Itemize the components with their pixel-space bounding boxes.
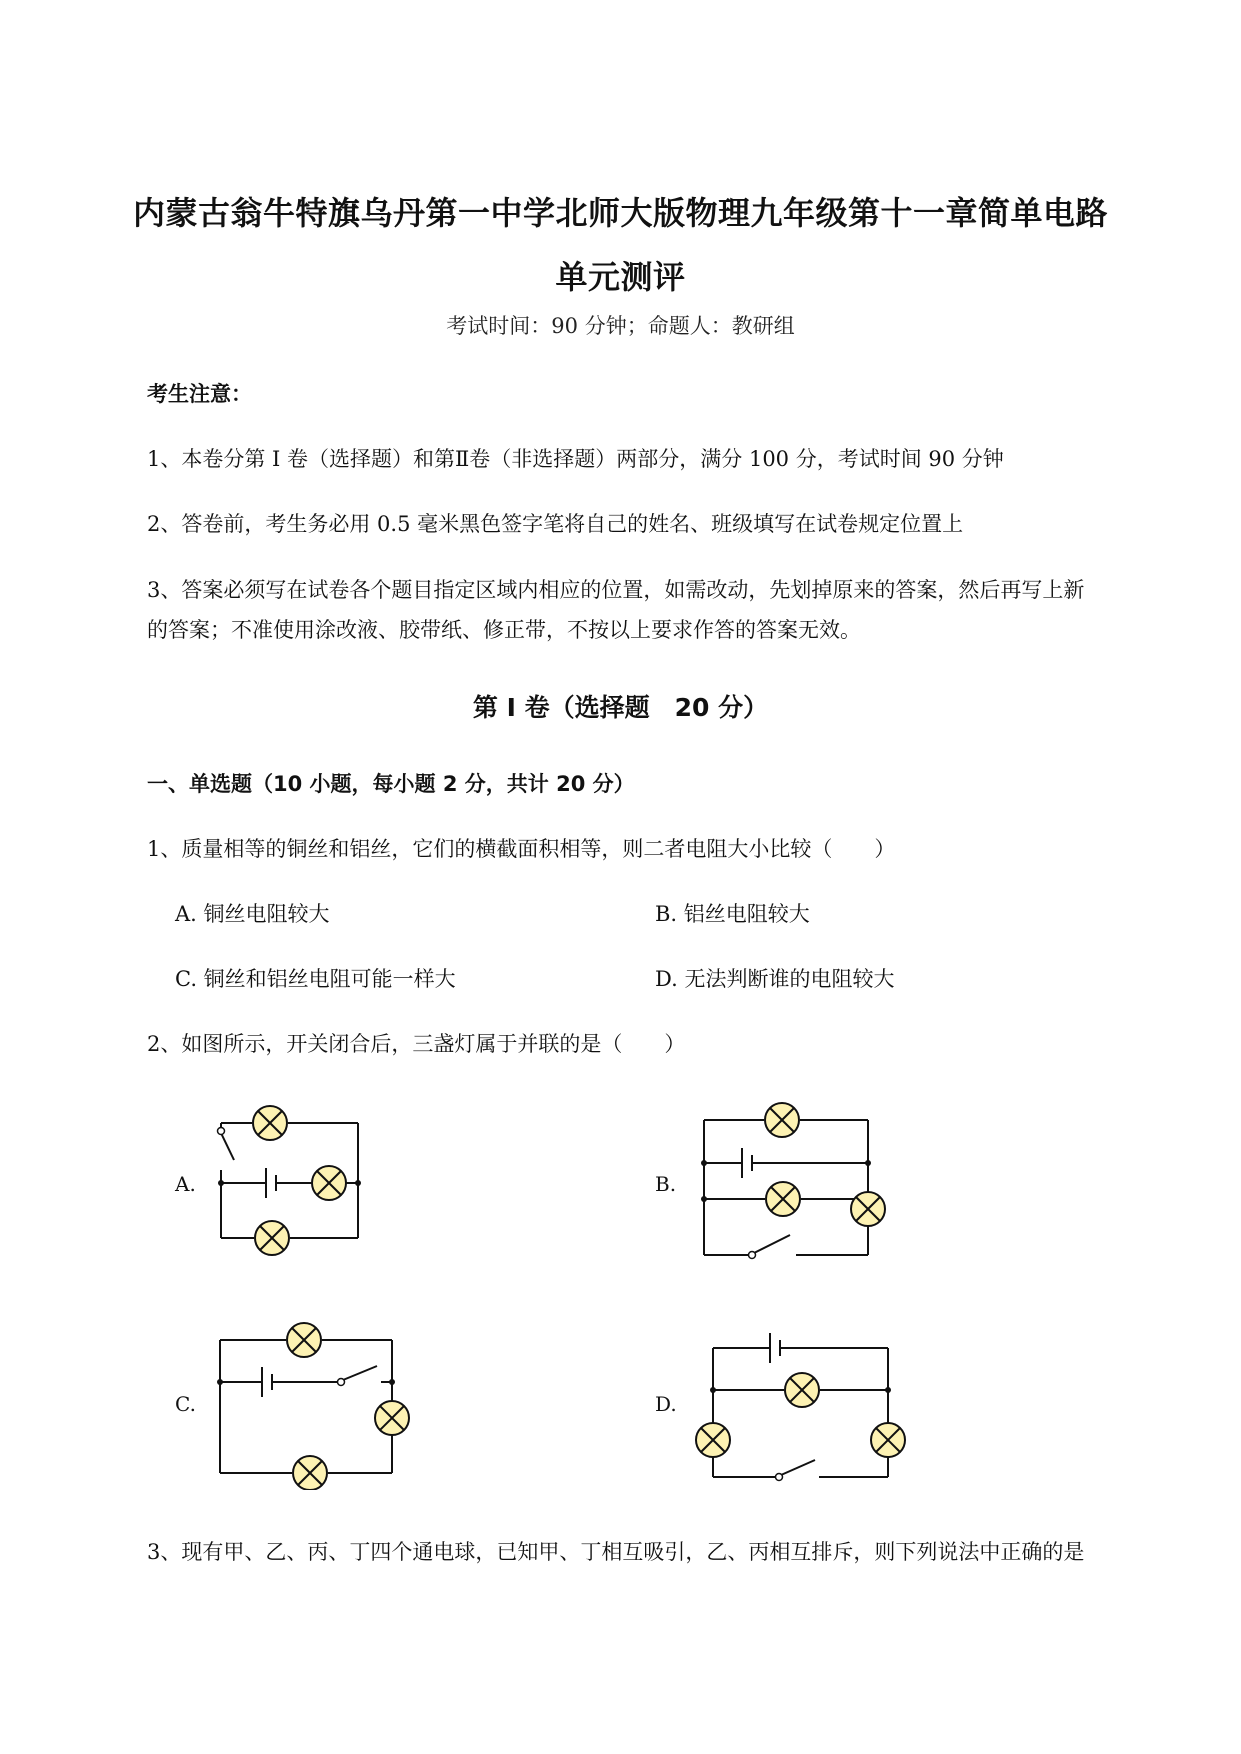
part-heading: 一、单选题（10 小题，每小题 2 分，共计 20 分） <box>147 772 635 796</box>
lamp-icon <box>766 1182 800 1216</box>
q1-option-d[interactable]: D. 无法判断谁的电阻较大 <box>655 967 895 991</box>
section-title: 第 I 卷（选择题 20 分） <box>472 693 769 722</box>
question-3-stem: 3、现有甲、乙、丙、丁四个通电球，已知甲、丁相互吸引，乙、丙相互排斥，则下列说法中正确的是 <box>147 1540 1085 1564</box>
circuit-diagram-d <box>695 1315 920 1490</box>
lamp-icon <box>253 1106 287 1140</box>
lamp-icon <box>765 1103 799 1137</box>
lamp-icon <box>375 1401 409 1435</box>
notice-item-1: 1、本卷分第 I 卷（选择题）和第Ⅱ卷（非选择题）两部分，满分 100 分，考试时间 90 分钟 <box>147 447 1004 471</box>
lamp-icon <box>312 1166 346 1200</box>
lamp-icon <box>293 1456 327 1490</box>
lamp-icon <box>785 1373 819 1407</box>
question-1-stem: 1、质量相等的铜丝和铝丝，它们的横截面积相等，则二者电阻大小比较（ ） <box>147 837 896 861</box>
q1-option-b[interactable]: B. 铝丝电阻较大 <box>655 902 810 926</box>
q1-option-a[interactable]: A. 铜丝电阻较大 <box>175 902 330 926</box>
notice-heading: 考生注意： <box>147 382 252 406</box>
q2-label-d[interactable]: D. <box>655 1392 677 1416</box>
q1-option-c[interactable]: C. 铜丝和铝丝电阻可能一样大 <box>175 967 456 991</box>
lamp-icon <box>255 1221 289 1255</box>
circuit-diagram-b <box>690 1095 900 1275</box>
notice-item-3: 3、答案必须写在试卷各个题目指定区域内相应的位置，如需改动，先划掉原来的答案，然后再写上新 <box>147 578 1085 602</box>
notice-item-3-cont: 的答案；不准使用涂改液、胶带纸、修正带，不按以上要求作答的答案无效。 <box>147 618 861 642</box>
page-title-line2: 单元测评 <box>555 258 686 296</box>
exam-subtitle: 考试时间：90 分钟；命题人：教研组 <box>446 314 795 338</box>
circuit-diagram-a <box>200 1095 380 1265</box>
notice-item-2: 2、答卷前，考生务必用 0.5 毫米黑色签字笔将自己的姓名、班级填写在试卷规定位置上 <box>147 512 964 536</box>
lamp-icon <box>871 1423 905 1457</box>
question-2-stem: 2、如图所示，开关闭合后，三盏灯属于并联的是（ ） <box>147 1032 686 1056</box>
lamp-icon <box>696 1423 730 1457</box>
circuit-diagram-c <box>205 1315 420 1490</box>
page-title-line1: 内蒙古翁牛特旗乌丹第一中学北师大版物理九年级第十一章简单电路 <box>132 194 1108 232</box>
q2-label-c[interactable]: C. <box>175 1392 196 1416</box>
q2-label-a[interactable]: A. <box>175 1172 196 1196</box>
lamp-icon <box>287 1323 321 1357</box>
lamp-icon <box>851 1192 885 1226</box>
q2-label-b[interactable]: B. <box>655 1172 677 1196</box>
